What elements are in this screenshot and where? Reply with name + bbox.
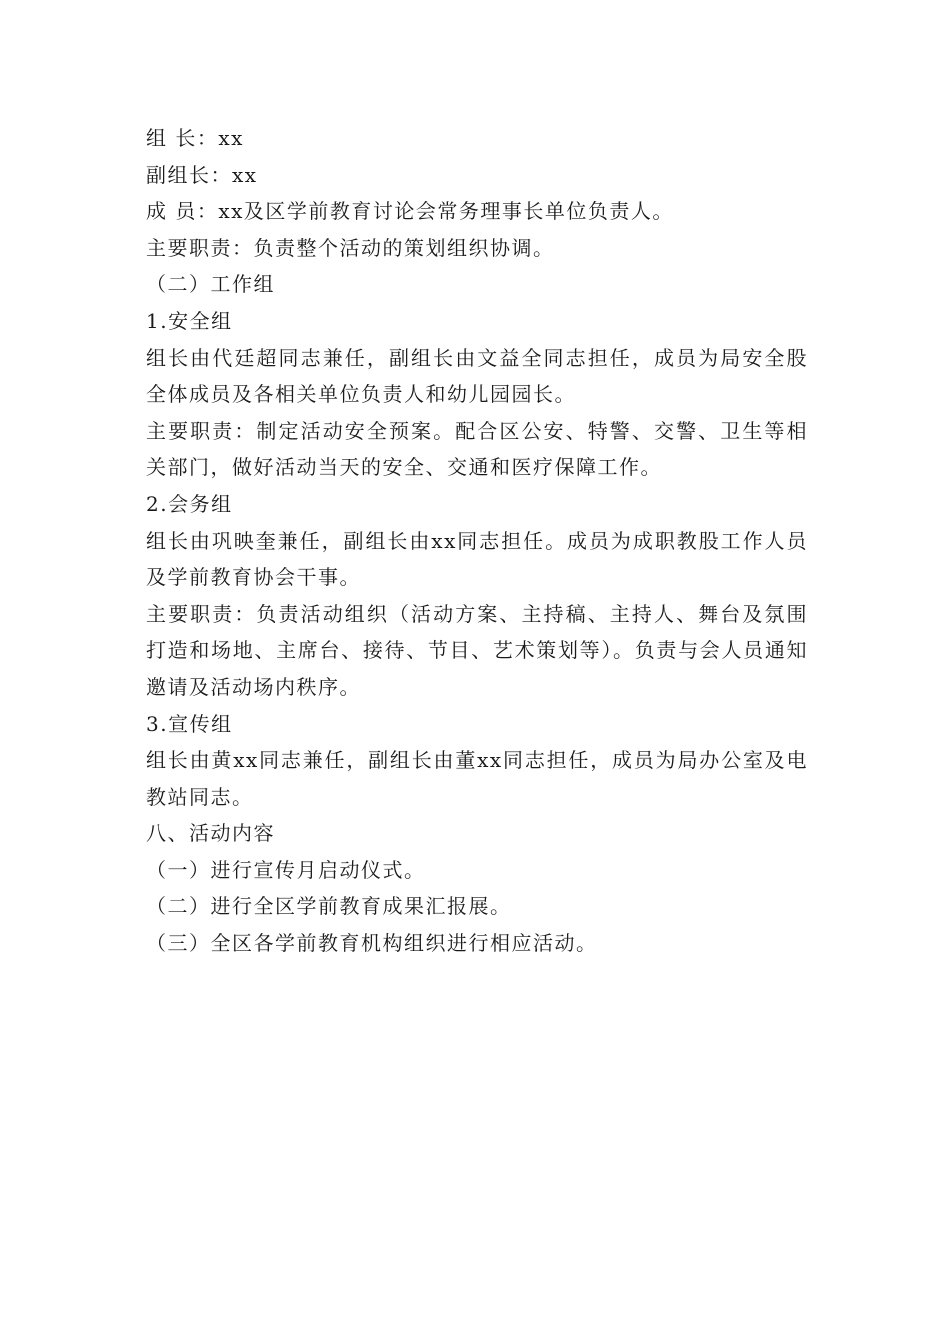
section-heading-working-groups: （二）工作组	[146, 272, 275, 297]
paragraph-group-leader: 组 长：xx	[146, 126, 244, 150]
subheading-safety-group: 1.安全组	[146, 308, 233, 333]
subheading-conference-group: 2.会务组	[146, 491, 233, 516]
list-item-institution-activities: （三）全区各学前教育机构组织进行相应活动。	[146, 931, 598, 956]
list-item-launch-ceremony: （一）进行宣传月启动仪式。	[146, 857, 426, 882]
list-item-achievement-exhibition: （二）进行全区学前教育成果汇报展。	[146, 894, 512, 919]
paragraph-deputy-leader: 副组长：xx	[146, 162, 258, 187]
paragraph-main-duties: 主要职责：负责整个活动的策划组织协调。	[146, 235, 555, 260]
paragraph-publicity-group-members: 组长由黄xx同志兼任，副组长由董xx同志担任，成员为局办公室及电教站同志。	[146, 748, 808, 809]
paragraph-conference-group-duties: 主要职责：负责活动组织（活动方案、主持稿、主持人、舞台及氛围打造和场地、主席台、接待、节目、艺术策划等）。负责与会人员通知邀请及活动场内秩序。	[146, 601, 808, 699]
paragraph-members: 成 员：xx及区学前教育讨论会常务理事长单位负责人。	[146, 199, 674, 224]
paragraph-safety-group-members: 组长由代廷超同志兼任，副组长由文益全同志担任，成员为局安全股全体成员及各相关单位负责人和幼儿园园长。	[146, 345, 808, 407]
subheading-publicity-group: 3.宣传组	[146, 711, 233, 736]
paragraph-safety-group-duties: 主要职责：制定活动安全预案。配合区公安、特警、交警、卫生等相关部门，做好活动当天的安全、交通和医疗保障工作。	[146, 418, 808, 480]
section-heading-activity-content: 八、活动内容	[146, 821, 275, 846]
paragraph-conference-group-members: 组长由巩映奎兼任，副组长由xx同志担任。成员为成职教股工作人员及学前教育协会干事。	[146, 528, 808, 590]
document-body	[146, 120, 808, 962]
